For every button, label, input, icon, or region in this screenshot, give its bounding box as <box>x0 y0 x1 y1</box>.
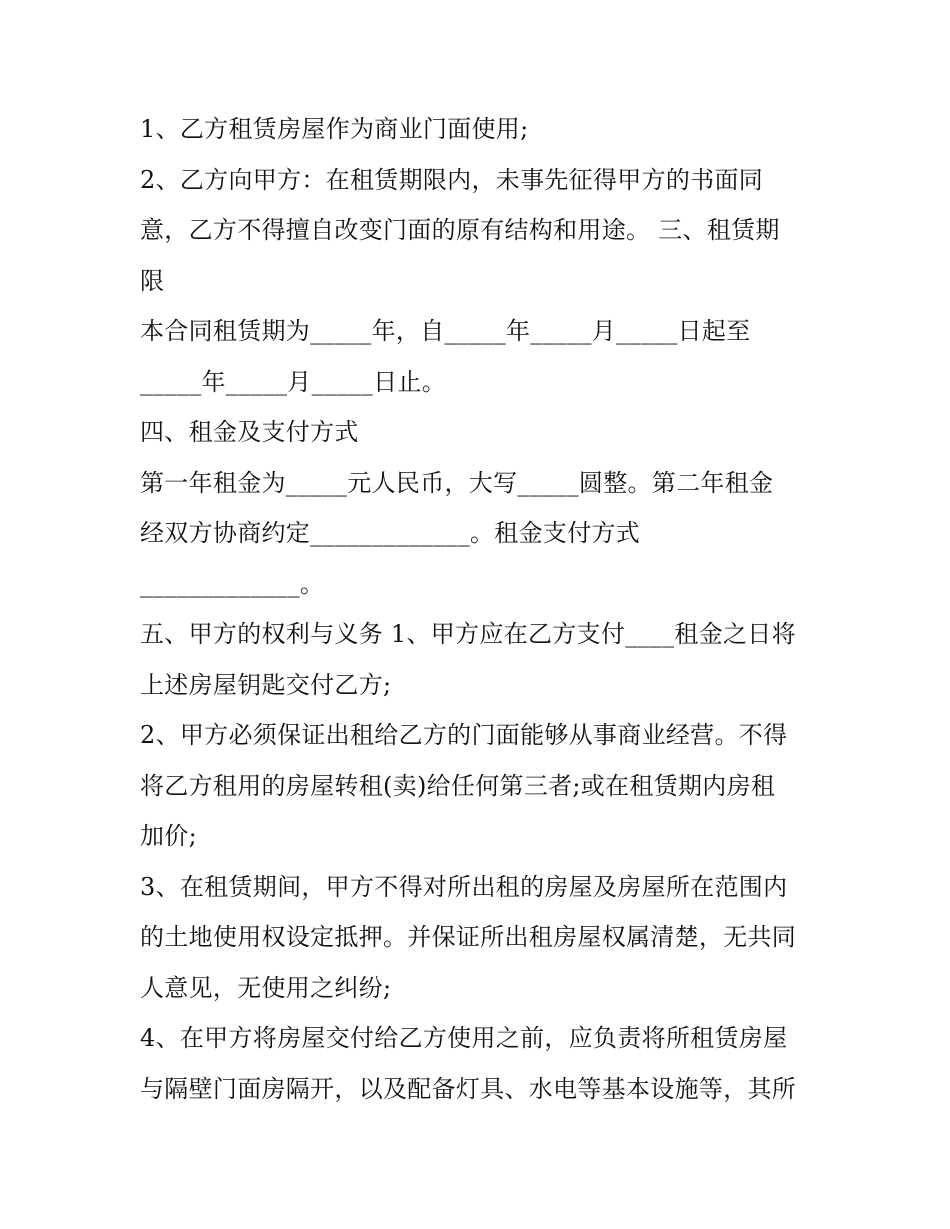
text-line: _____________。 <box>140 569 325 598</box>
text-line: 加价; <box>140 822 197 850</box>
text-line: _____年_____月_____日止。 <box>140 367 446 396</box>
text-line: 1、乙方租赁房屋作为商业门面使用; <box>140 115 529 143</box>
text-line: 与隔壁门面房隔开，以及配备灯具、水电等基本设施等，其所 <box>140 1074 797 1103</box>
text-line: 4、在甲方将房屋交付给乙方使用之前，应负责将所租赁房屋 <box>140 1024 788 1052</box>
text-line: 的土地使用权设定抵押。并保证所出租房屋权属清楚，无共同 <box>140 923 797 951</box>
text-line: 2、乙方向甲方：在租赁期限内，未事先征得甲方的书面同 <box>140 165 764 194</box>
text-line: 经双方协商约定_____________。租金支付方式 <box>140 519 641 547</box>
text-line: 五、甲方的权利与义务 1、甲方应在乙方支付____租金之日将 <box>140 620 796 648</box>
text-line: 限 <box>140 266 165 295</box>
text-line: 3、在租赁期间，甲方不得对所出租的房屋及房屋所在范围内 <box>140 872 788 901</box>
text-line: 人意见，无使用之纠纷; <box>140 973 392 1002</box>
text-line: 将乙方租用的房屋转租(卖)给任何第三者;或在租赁期内房租 <box>140 771 776 800</box>
text-line: 2、甲方必须保证出租给乙方的门面能够从事商业经营。不得 <box>140 721 788 749</box>
text-line: 第一年租金为_____元人民币，大写_____圆整。第二年租金 <box>140 468 774 497</box>
text-line: 本合同租赁期为_____年，自_____年_____月_____日起至 <box>140 317 751 345</box>
contract-text <box>140 104 820 1114</box>
text-line: 上述房屋钥匙交付乙方; <box>140 670 392 699</box>
text-line: 意，乙方不得擅自改变门面的原有结构和用途。 三、租赁期 <box>140 216 780 244</box>
section-heading: 四、租金及支付方式 <box>140 418 359 446</box>
